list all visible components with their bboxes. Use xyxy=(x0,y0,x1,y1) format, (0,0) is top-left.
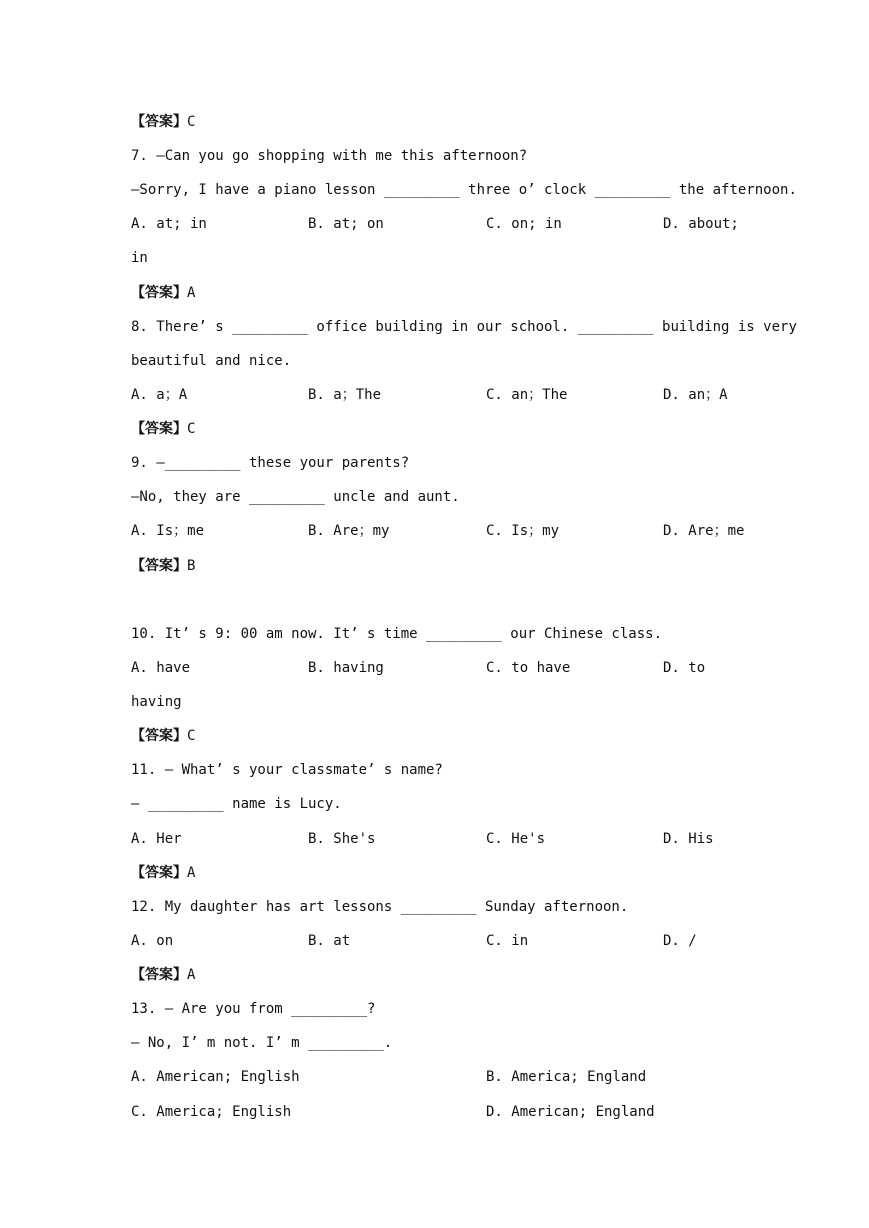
answer-label: 【答案】 xyxy=(131,558,187,574)
question-8-option-b: B. a；The xyxy=(308,387,382,403)
question-13-option-d: D. American; England xyxy=(486,1104,655,1120)
answer-line-11 xyxy=(131,863,195,883)
question-13-option-c: C. America; English xyxy=(131,1104,292,1120)
question-12-option-c: C. in xyxy=(486,933,529,949)
question-11-option-c: C. He's xyxy=(486,831,546,847)
question-8-option-d: D. an；A xyxy=(663,387,728,403)
answer-value: A xyxy=(187,865,196,881)
question-8-stem-wrap: beautiful and nice. xyxy=(131,353,292,369)
answer-value: C xyxy=(187,728,196,744)
question-9-option-c: C. Is；my xyxy=(486,523,560,539)
question-11-option-a: A. Her xyxy=(131,831,182,847)
question-11-reply: — _________ name is Lucy. xyxy=(131,796,342,812)
answer-line-7 xyxy=(131,283,195,303)
question-10-stem: 10. It’ s 9: 00 am now. It’ s time _________ our Chinese class. xyxy=(131,626,663,642)
question-11-option-d: D. His xyxy=(663,831,714,847)
answer-line-8 xyxy=(131,419,195,439)
answer-label: 【答案】 xyxy=(131,967,187,983)
question-12-option-b: B. at xyxy=(308,933,351,949)
question-10-option-a: A. have xyxy=(131,660,191,676)
answer-line-10 xyxy=(131,726,195,746)
answer-value: A xyxy=(187,285,196,301)
question-9-option-a: A. Is；me xyxy=(131,523,205,539)
question-13-reply: — No, I’ m not. I’ m _________. xyxy=(131,1035,393,1051)
answer-value: B xyxy=(187,558,196,574)
question-13-option-a: A. American; English xyxy=(131,1069,300,1085)
answer-line-9 xyxy=(131,556,195,576)
answer-line-12 xyxy=(131,965,195,985)
question-13-option-b: B. America; England xyxy=(486,1069,647,1085)
question-12-stem: 12. My daughter has art lessons _________ Sunday afternoon. xyxy=(131,899,629,915)
question-9-option-b: B. Are；my xyxy=(308,523,390,539)
question-10-option-b: B. having xyxy=(308,660,384,676)
answer-label: 【答案】 xyxy=(131,728,187,744)
answer-label: 【答案】 xyxy=(131,114,187,130)
question-7-reply: —Sorry, I have a piano lesson _________ three o’ clock _________ the afternoon. xyxy=(131,182,797,198)
answer-value: C xyxy=(187,421,196,437)
question-7-option-d: D. about; xyxy=(663,216,739,232)
question-7-option-d-wrap: in xyxy=(131,250,148,266)
answer-line-6 xyxy=(131,112,195,132)
answer-value: A xyxy=(187,967,196,983)
question-8-stem: 8. There’ s _________ office building in our school. _________ building is very xyxy=(131,319,797,335)
question-10-option-d: D. to xyxy=(663,660,706,676)
answer-label: 【答案】 xyxy=(131,285,187,301)
question-9-option-d: D. Are；me xyxy=(663,523,745,539)
question-10-option-d-wrap: having xyxy=(131,694,182,710)
question-13-stem: 13. — Are you from _________? xyxy=(131,1001,376,1017)
question-8-option-a: A. a；A xyxy=(131,387,188,403)
question-11-option-b: B. She's xyxy=(308,831,376,847)
answer-value: C xyxy=(187,114,196,130)
question-12-option-d: D. / xyxy=(663,933,697,949)
question-7-option-c: C. on; in xyxy=(486,216,562,232)
question-9-stem: 9. —_________ these your parents? xyxy=(131,455,410,471)
answer-label: 【答案】 xyxy=(131,421,187,437)
answer-label: 【答案】 xyxy=(131,865,187,881)
question-8-option-c: C. an；The xyxy=(486,387,568,403)
question-7-option-b: B. at; on xyxy=(308,216,384,232)
question-7-stem: 7. —Can you go shopping with me this afternoon? xyxy=(131,148,528,164)
question-10-option-c: C. to have xyxy=(486,660,571,676)
question-11-stem: 11. — What’ s your classmate’ s name? xyxy=(131,762,443,778)
question-7-option-a: A. at; in xyxy=(131,216,207,232)
question-12-option-a: A. on xyxy=(131,933,174,949)
question-9-reply: —No, they are _________ uncle and aunt. xyxy=(131,489,460,505)
